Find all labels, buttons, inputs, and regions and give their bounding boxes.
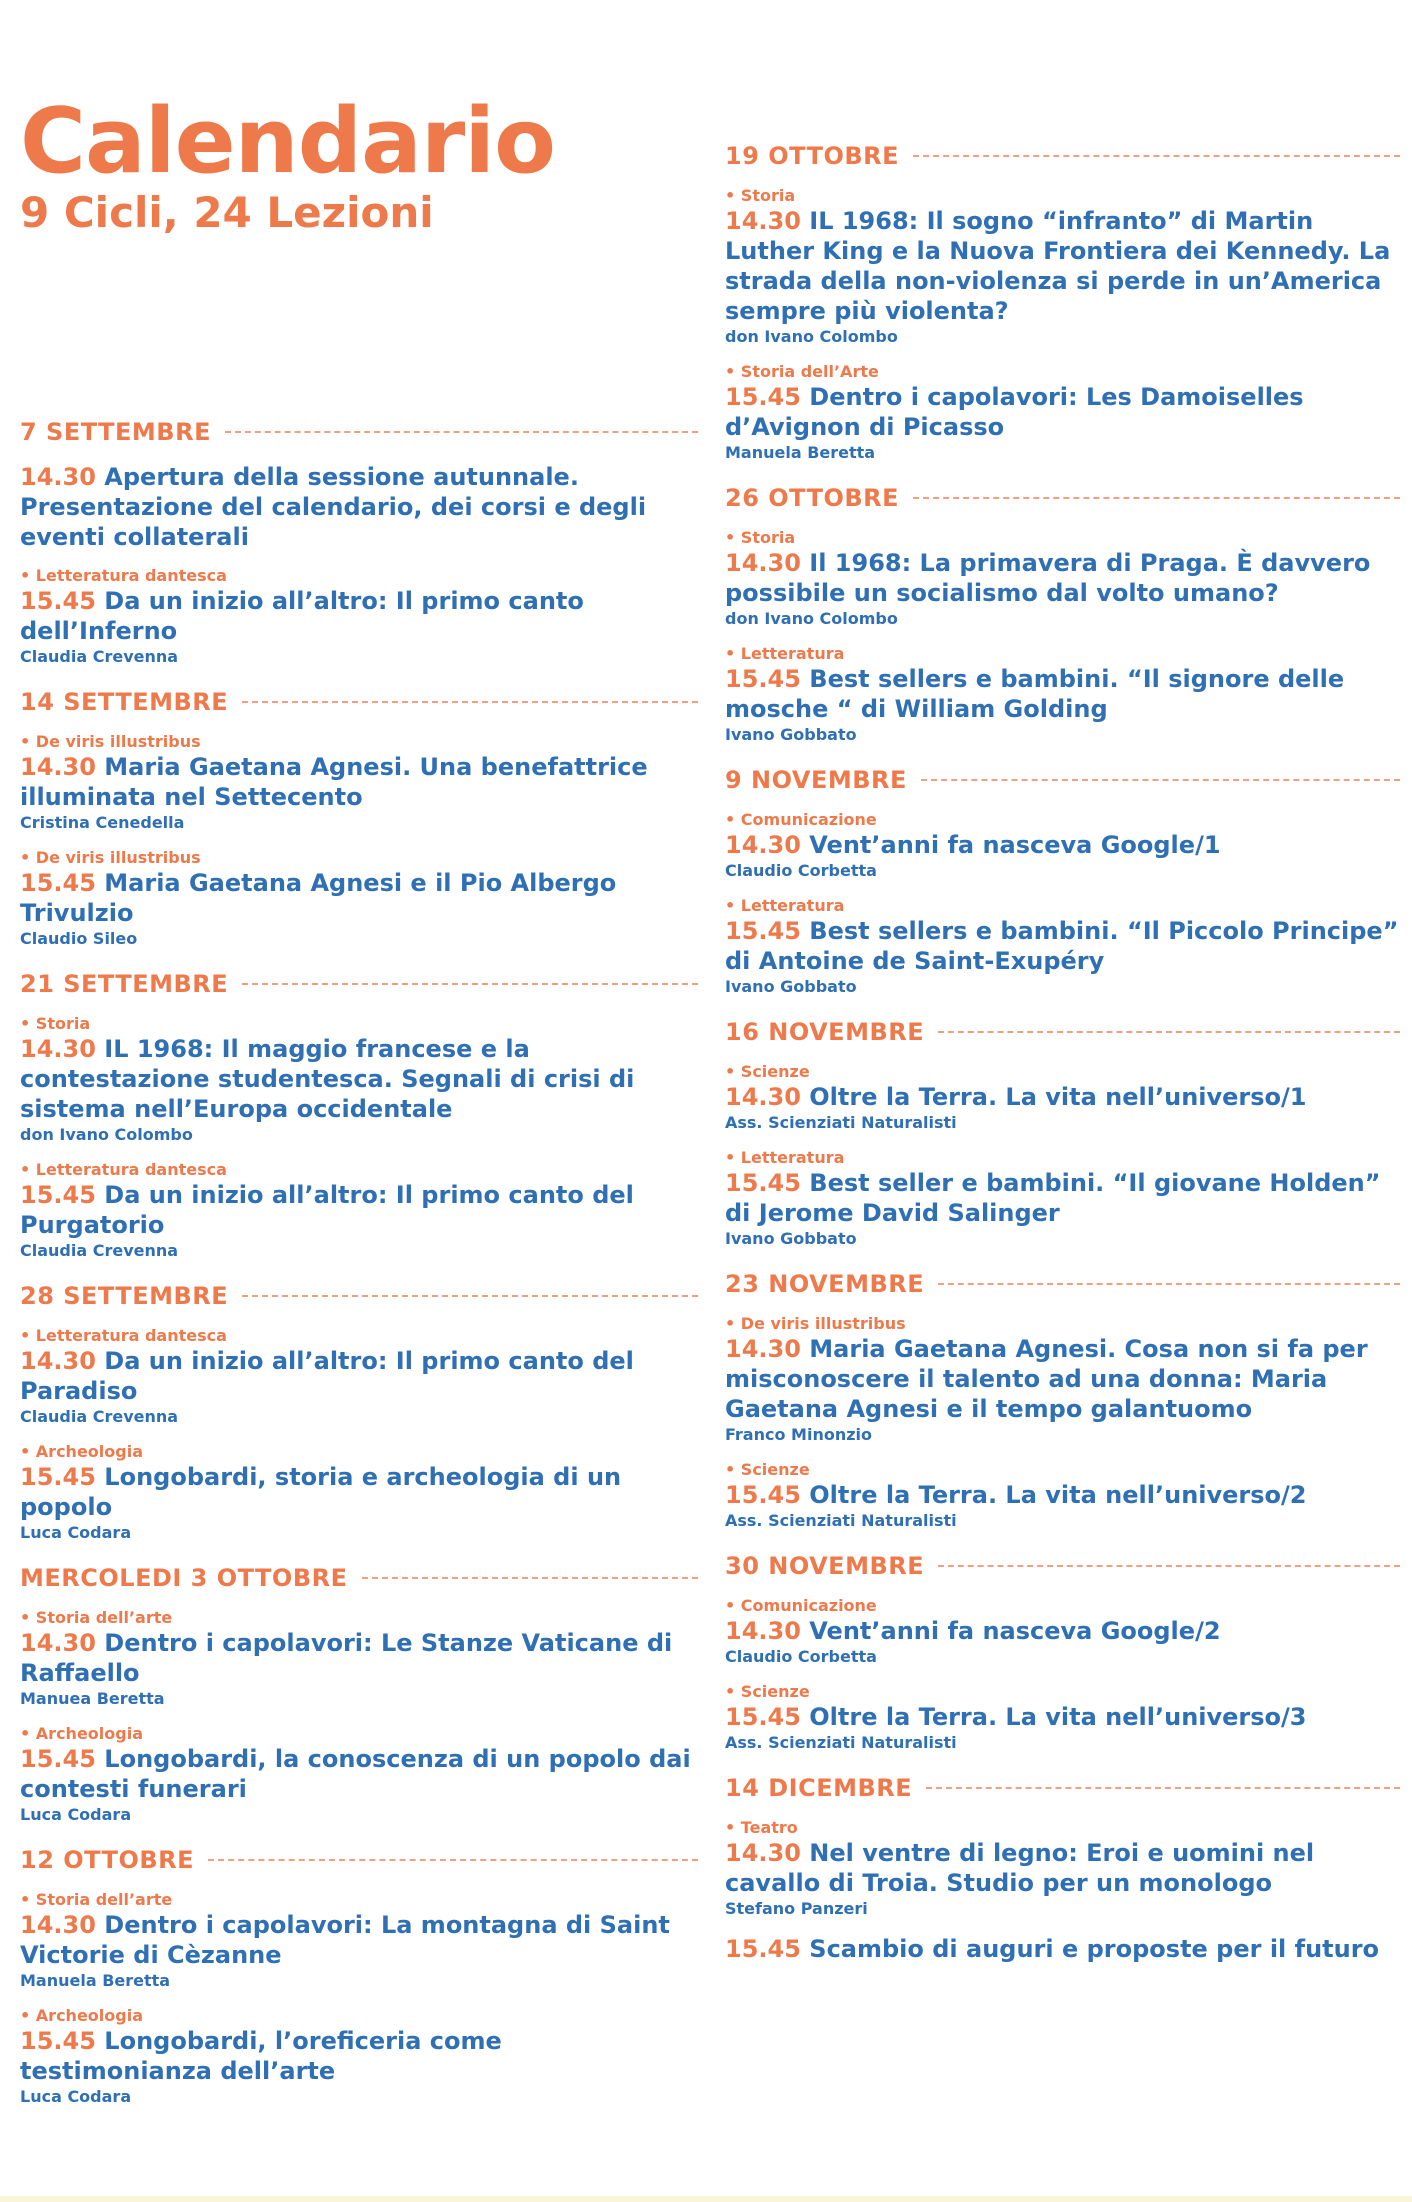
calendar-event [20,2006,698,2108]
event-title: Longobardi, l’oreficeria come testimonianza dell’arte [20,2027,502,2085]
event-title: IL 1968: Il maggio francese e la contestazione studentesca. Segnali di crisi di sistema nell’Europa occidentale [20,1035,635,1123]
calendar-event [20,732,698,834]
event-speaker: Ivano Gobbato [725,977,857,996]
calendar-event [725,362,1400,464]
calendar-event [725,1314,1400,1446]
event-speaker: Ivano Gobbato [725,1229,857,1248]
page-header [20,89,555,238]
event-time: 14.30 [20,1911,96,1939]
dashed-divider [913,497,1400,499]
calendar-event [725,1460,1400,1532]
event-title-line [20,462,698,552]
event-title-line [725,1480,1400,1510]
event-category: • Storia dell’Arte [725,362,879,381]
event-title-line [725,1168,1400,1228]
calendar-event [725,1596,1400,1668]
event-title-line [20,1910,698,1970]
event-speaker: Stefano Panzeri [725,1899,868,1918]
event-category: • Letteratura [725,896,845,915]
event-title-line [725,1334,1400,1424]
event-category: • Archeologia [20,1724,143,1743]
event-time: 15.45 [725,665,801,693]
day-date: 16 NOVEMBRE [725,1018,925,1046]
day-header [20,1276,698,1316]
dashed-divider [938,1031,1400,1033]
event-time: 14.30 [725,207,801,235]
dashed-divider [913,155,1400,157]
event-category: • Storia dell’arte [20,1890,173,1909]
day-date: 12 OTTOBRE [20,1846,195,1874]
event-title-line [725,1702,1400,1732]
day-date: MERCOLEDI 3 OTTOBRE [20,1564,348,1592]
event-title-line [725,382,1400,442]
event-title: Dentro i capolavori: Le Stanze Vaticane di Raffaello [20,1629,673,1687]
event-speaker: don Ivano Colombo [725,327,898,346]
day-date: 9 NOVEMBRE [725,766,907,794]
dashed-divider [225,431,698,433]
event-time: 15.45 [20,1181,96,1209]
event-title-line [725,1616,1400,1646]
event-title: Dentro i capolavori: La montagna di Saint Victorie di Cèzanne [20,1911,670,1969]
page-subtitle: 9 Cicli, 24 Lezioni [20,188,434,237]
event-time: 14.30 [725,549,801,577]
calendar-event [725,1062,1400,1134]
calendar-event [20,1160,698,1262]
event-category: • Archeologia [20,2006,143,2025]
calendar-event [20,1014,698,1146]
calendar-event [20,1890,698,1992]
event-speaker: Luca Codara [20,1523,132,1542]
event-title-line [725,830,1400,860]
event-time: 15.45 [20,869,96,897]
calendar-event [20,1326,698,1428]
calendar-day [725,1264,1400,1532]
event-time: 14.30 [725,1335,801,1363]
event-speaker: don Ivano Colombo [20,1125,193,1144]
day-header [725,1546,1400,1586]
event-category: • Comunicazione [725,1596,877,1615]
day-header [725,136,1400,176]
event-speaker: Manuea Beretta [20,1689,165,1708]
calendar-event [725,1148,1400,1250]
day-date: 21 SETTEMBRE [20,970,229,998]
event-speaker: Ass. Scienziati Naturalisti [725,1733,957,1752]
event-category: • Archeologia [20,1442,143,1461]
event-speaker: Franco Minonzio [725,1425,872,1444]
day-header [725,760,1400,800]
day-header [725,1768,1400,1808]
day-date: 19 OTTOBRE [725,142,900,170]
day-header [20,1840,698,1880]
calendar-day [20,682,698,950]
event-speaker: don Ivano Colombo [725,609,898,628]
event-title-line [725,206,1400,326]
calendar-day [725,1768,1400,1964]
calendar-day [725,136,1400,464]
event-time: 15.45 [725,1703,801,1731]
day-header [20,1558,698,1598]
event-title: Best sellers e bambini. “Il signore delle mosche “ di William Golding [725,665,1345,723]
event-title: Oltre la Terra. La vita nell’universo/3 [809,1703,1307,1731]
event-title: Best sellers e bambini. “Il Piccolo Principe” di Antoine de Saint-Exupéry [725,917,1399,975]
event-speaker: Claudio Corbetta [725,861,877,880]
event-time: 14.30 [20,1347,96,1375]
day-date: 30 NOVEMBRE [725,1552,925,1580]
day-header [20,682,698,722]
day-header [20,964,698,1004]
event-speaker: Claudia Crevenna [20,1407,179,1426]
event-time: 14.30 [725,831,801,859]
event-title-line [20,752,698,812]
event-title-line [725,1082,1400,1112]
event-speaker: Claudio Corbetta [725,1647,877,1666]
calendar-event [725,1934,1400,1964]
calendar-event [725,810,1400,882]
event-speaker: Manuela Beretta [20,1971,171,1990]
event-title: Da un inizio all’altro: Il primo canto del Paradiso [20,1347,634,1405]
dashed-divider [362,1577,699,1579]
calendar-day [725,1546,1400,1754]
calendar-event [20,566,698,668]
event-category: • Comunicazione [725,810,877,829]
event-title-line [20,1180,698,1240]
event-title: Maria Gaetana Agnesi. Cosa non si fa per misconoscere il talento ad una donna: Maria Gaetana Agnesi e il tempo galantuomo [725,1335,1368,1423]
event-time: 15.45 [20,1463,96,1491]
event-time: 14.30 [725,1083,801,1111]
event-category: • Scienze [725,1682,810,1701]
event-time: 14.30 [725,1839,801,1867]
event-title: Vent’anni fa nasceva Google/2 [809,1617,1221,1645]
day-header [20,412,698,452]
event-title-line [20,1628,698,1688]
event-title: Oltre la Terra. La vita nell’universo/1 [809,1083,1307,1111]
day-date: 7 SETTEMBRE [20,418,211,446]
event-title-line [725,664,1400,724]
event-category: • Letteratura dantesca [20,566,227,585]
event-title: Longobardi, storia e archeologia di un popolo [20,1463,622,1521]
day-date: 28 SETTEMBRE [20,1282,229,1310]
event-title: Da un inizio all’altro: Il primo canto del Purgatorio [20,1181,634,1239]
event-title-line [725,916,1400,976]
calendar-day [20,1840,698,2108]
event-title-line [20,868,698,928]
event-category: • Scienze [725,1062,810,1081]
event-title-line [20,1034,698,1124]
event-speaker: Claudio Sileo [20,929,138,948]
day-date: 14 DICEMBRE [725,1774,913,1802]
dashed-divider [938,1565,1400,1567]
calendar-event [20,1608,698,1710]
event-time: 15.45 [20,2027,96,2055]
dashed-divider [921,779,1400,781]
event-category: • Storia [725,528,796,547]
dashed-divider [242,983,698,985]
event-title: Dentro i capolavori: Les Damoiselles d’Avignon di Picasso [725,383,1304,441]
calendar-column-right [725,136,1400,1978]
event-category: • De viris illustribus [20,732,201,751]
day-header [725,1012,1400,1052]
event-title: Nel ventre di legno: Eroi e uomini nel cavallo di Troia. Studio per un monologo [725,1839,1315,1897]
calendar-day [20,964,698,1262]
event-title-line [725,1934,1400,1964]
event-title-line [725,548,1400,608]
event-speaker: Ivano Gobbato [725,725,857,744]
calendar-event [725,896,1400,998]
calendar-event [725,528,1400,630]
calendar-event [725,1818,1400,1920]
event-category: • Letteratura dantesca [20,1326,227,1345]
event-speaker: Claudia Crevenna [20,647,179,666]
calendar-event [20,462,698,552]
event-title-line [725,1838,1400,1898]
event-title: Oltre la Terra. La vita nell’universo/2 [809,1481,1307,1509]
event-time: 15.45 [725,1935,801,1963]
event-title-line [20,1462,698,1522]
event-time: 15.45 [725,917,801,945]
event-title: Vent’anni fa nasceva Google/1 [809,831,1221,859]
event-category: • Letteratura [725,1148,845,1167]
event-speaker: Cristina Cenedella [20,813,185,832]
event-title-line [20,2026,698,2086]
day-date: 14 SETTEMBRE [20,688,229,716]
event-title-line [20,1346,698,1406]
calendar-event [20,848,698,950]
calendar-column-left [20,412,698,2122]
event-time: 15.45 [20,587,96,615]
event-speaker: Ass. Scienziati Naturalisti [725,1113,957,1132]
event-time: 15.45 [20,1745,96,1773]
event-category: • Storia dell’arte [20,1608,173,1627]
event-category: • De viris illustribus [725,1314,906,1333]
calendar-day [20,1558,698,1826]
event-speaker: Luca Codara [20,1805,132,1824]
calendar-day [20,412,698,668]
day-date: 23 NOVEMBRE [725,1270,925,1298]
event-category: • Letteratura dantesca [20,1160,227,1179]
calendar-day [725,760,1400,998]
dashed-divider [242,701,698,703]
calendar-event [725,644,1400,746]
day-header [725,478,1400,518]
event-category: • Storia [725,186,796,205]
calendar-event [20,1442,698,1544]
day-date: 26 OTTOBRE [725,484,900,512]
dashed-divider [208,1859,698,1861]
event-title: Apertura della sessione autunnale. Presentazione del calendario, dei corsi e degli eventi collaterali [20,463,647,551]
event-title: Maria Gaetana Agnesi e il Pio Albergo Trivulzio [20,869,617,927]
event-time: 14.30 [20,1629,96,1657]
event-category: • Teatro [725,1818,798,1837]
event-title: Da un inizio all’altro: Il primo canto dell’Inferno [20,587,584,645]
event-speaker: Claudia Crevenna [20,1241,179,1260]
calendar-day [725,478,1400,746]
event-category: • Letteratura [725,644,845,663]
event-title-line [20,1744,698,1804]
event-title: Best seller e bambini. “Il giovane Holden” di Jerome David Salinger [725,1169,1381,1227]
event-title: IL 1968: Il sogno “infranto” di Martin Luther King e la Nuova Frontiera dei Kennedy. La strada della non-violenza si perde in un’America sempre più violenta? [725,207,1391,325]
event-time: 14.30 [20,753,96,781]
event-speaker: Luca Codara [20,2087,132,2106]
dashed-divider [242,1295,698,1297]
event-time: 15.45 [725,1169,801,1197]
event-time: 15.45 [725,1481,801,1509]
event-speaker: Manuela Beretta [725,443,876,462]
bottom-strip [0,2196,1412,2202]
event-title: Longobardi, la conoscenza di un popolo dai contesti funerari [20,1745,691,1803]
event-category: • De viris illustribus [20,848,201,867]
page-title: Calendario [20,89,555,194]
event-category: • Storia [20,1014,91,1033]
dashed-divider [926,1787,1400,1789]
calendar-event [725,186,1400,348]
calendar-event [20,1724,698,1826]
event-time: 14.30 [725,1617,801,1645]
calendar-event [725,1682,1400,1754]
calendar-day [725,1012,1400,1250]
calendar-day [20,1276,698,1544]
event-time: 14.30 [20,1035,96,1063]
event-time: 14.30 [20,463,96,491]
event-title-line [20,586,698,646]
day-header [725,1264,1400,1304]
event-category: • Scienze [725,1460,810,1479]
event-title: Il 1968: La primavera di Praga. È davvero possibile un socialismo dal volto umano? [725,549,1371,607]
event-time: 15.45 [725,383,801,411]
event-speaker: Ass. Scienziati Naturalisti [725,1511,957,1530]
event-title: Maria Gaetana Agnesi. Una benefattrice illuminata nel Settecento [20,753,648,811]
dashed-divider [938,1283,1400,1285]
event-title: Scambio di auguri e proposte per il futuro [809,1935,1380,1963]
